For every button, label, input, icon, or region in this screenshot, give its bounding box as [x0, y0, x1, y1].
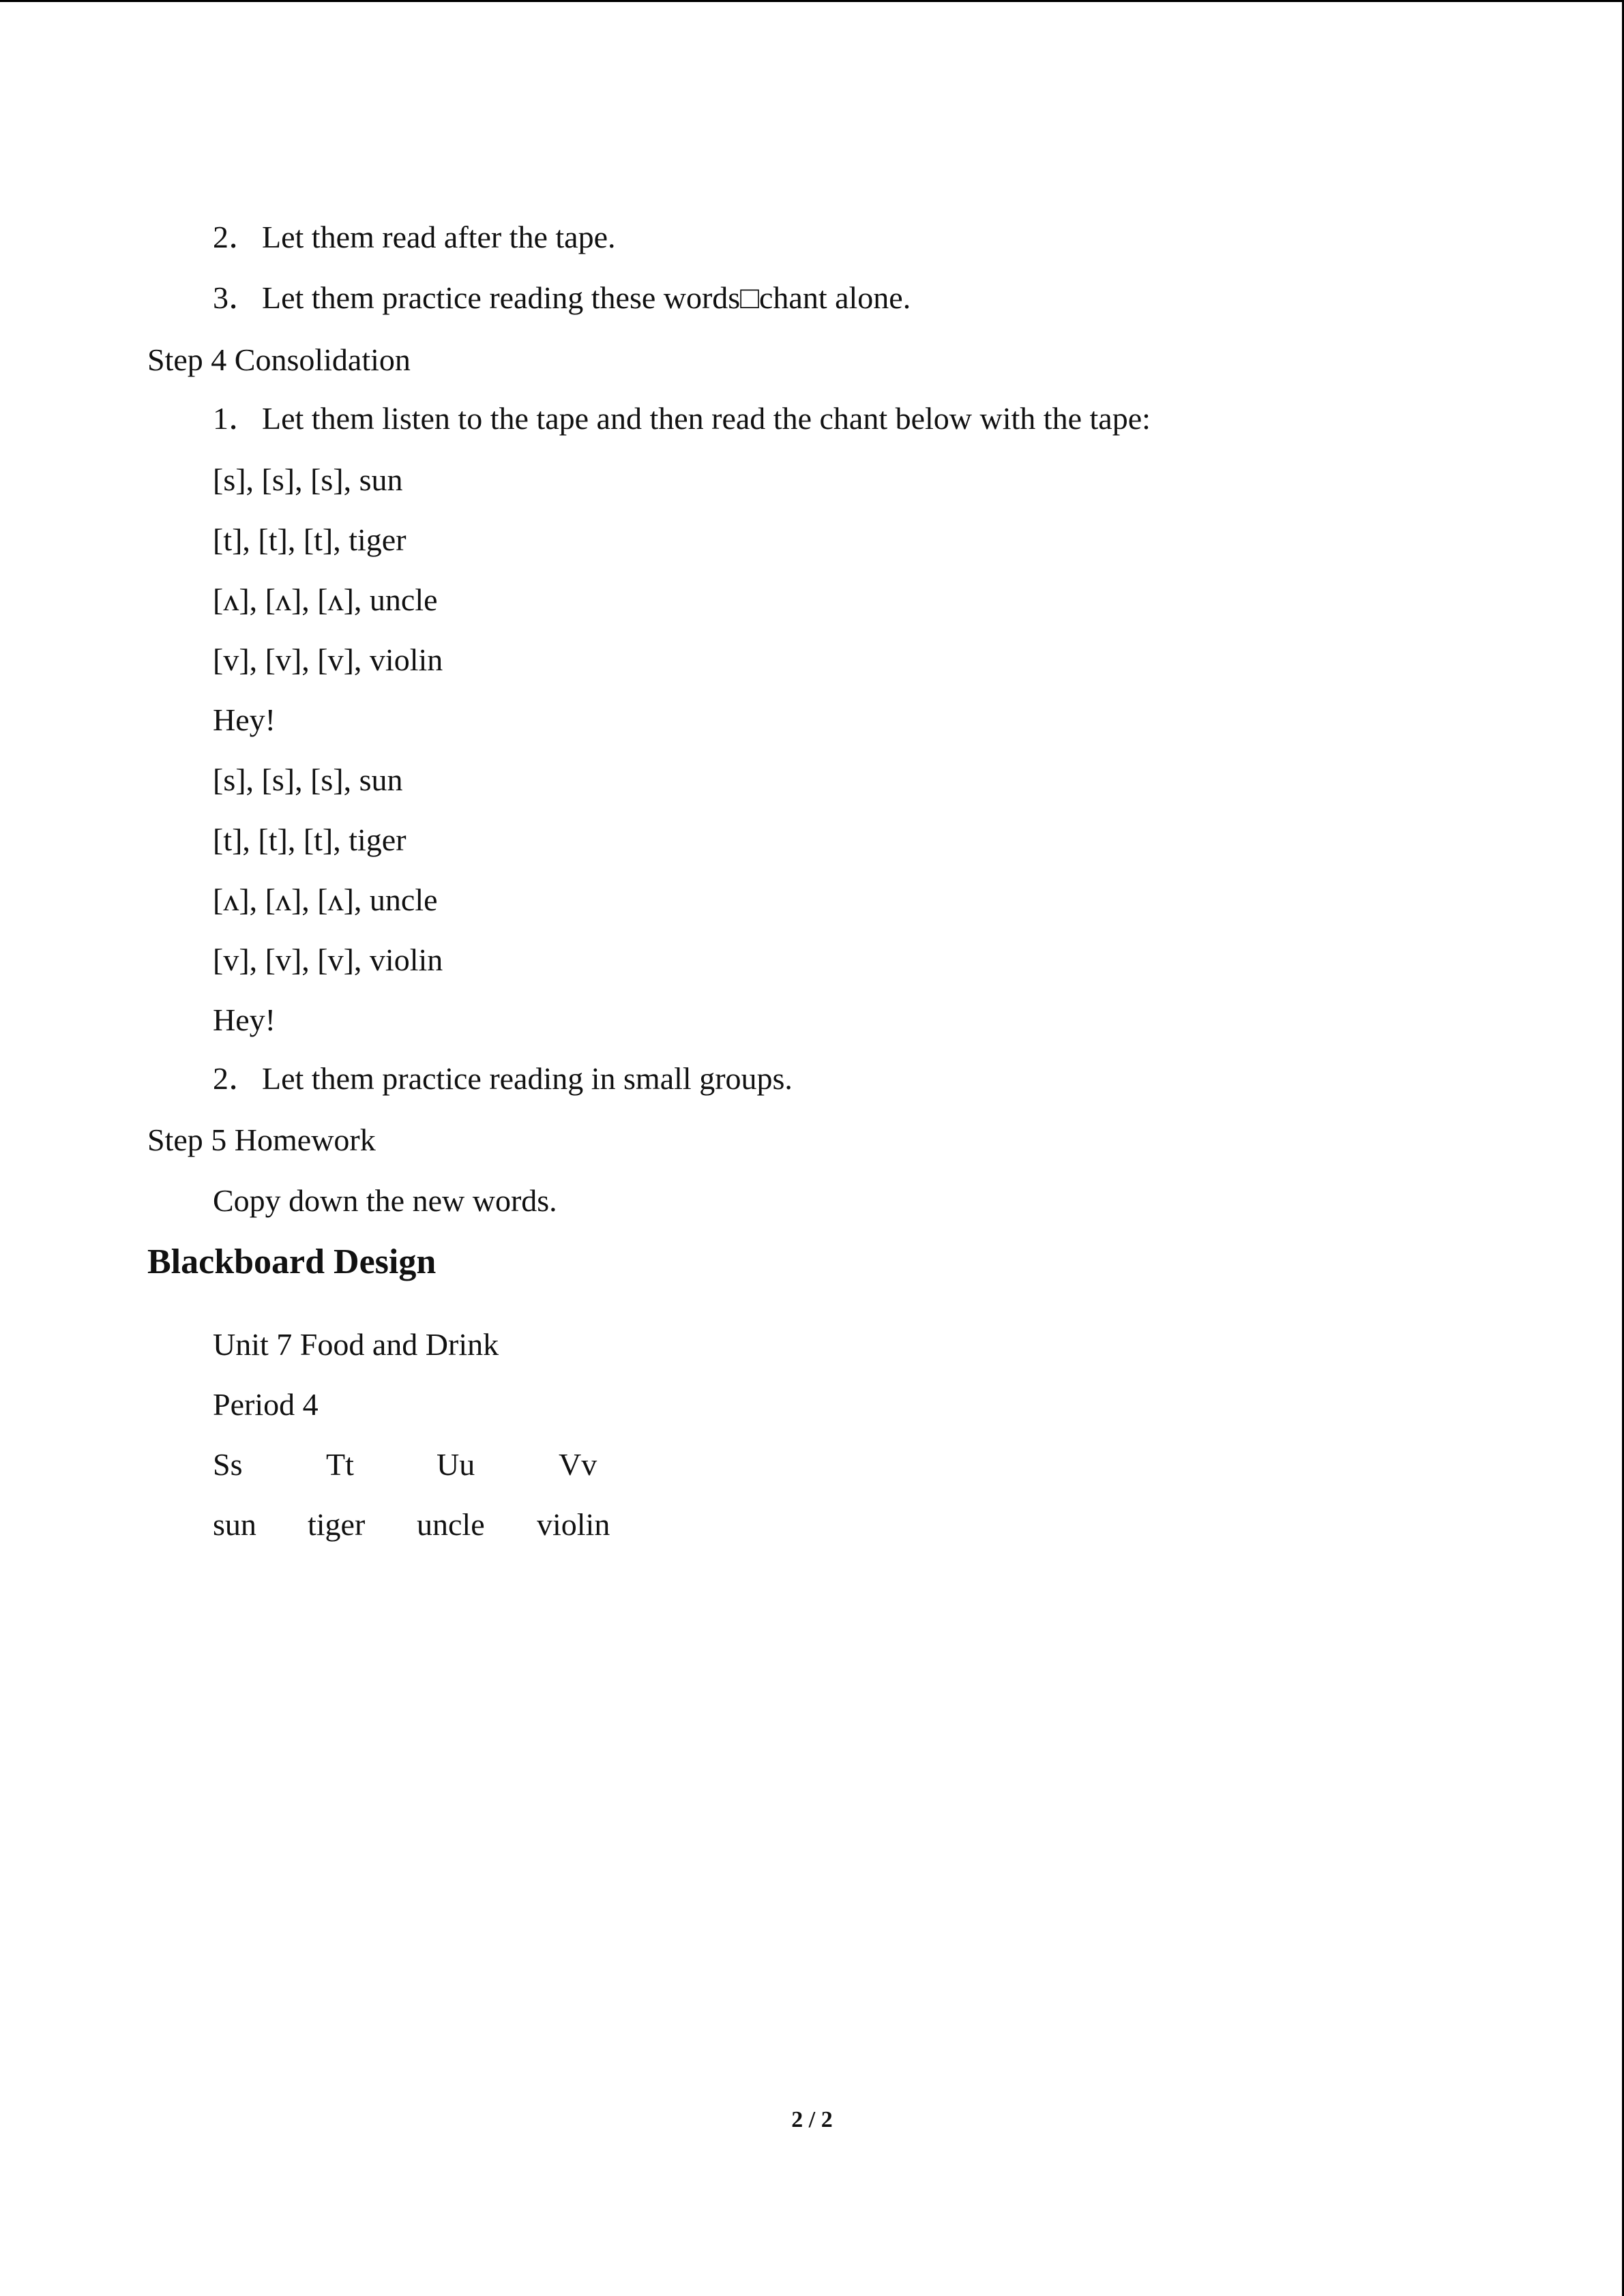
item-text: Let them practice reading in small groups. [262, 1061, 793, 1096]
item-number: 1． [213, 401, 260, 436]
step5-title: Step 5 Homework [147, 1122, 376, 1157]
chant-line: [v], [v], [v], violin [213, 942, 443, 977]
item-number: 2． [213, 1061, 260, 1096]
chant-line: Hey! [213, 702, 276, 737]
blackboard-letter: Uu [437, 1447, 475, 1482]
step3-item-3 [213, 279, 911, 317]
blackboard-period: Period 4 [213, 1387, 319, 1422]
chant-line: [s], [s], [s], sun [213, 762, 403, 797]
chant-line: [t], [t], [t], tiger [213, 522, 407, 557]
blackboard-letter: Vv [559, 1447, 597, 1482]
step4-title: Step 4 Consolidation [147, 342, 411, 377]
blackboard-word: tiger [308, 1507, 366, 1542]
blackboard-letter: Tt [326, 1447, 354, 1482]
chant-line: [v], [v], [v], violin [213, 642, 443, 677]
step4-item-1 [213, 400, 1151, 438]
step3-item-2 [213, 218, 616, 256]
chant-line: [ʌ], [ʌ], [ʌ], uncle [213, 582, 438, 617]
chant-line: [ʌ], [ʌ], [ʌ], uncle [213, 882, 438, 917]
chant-line: [t], [t], [t], tiger [213, 822, 407, 857]
blackboard-word: violin [537, 1507, 610, 1542]
step5-text: Copy down the new words. [213, 1183, 557, 1218]
blackboard-unit: Unit 7 Food and Drink [213, 1327, 499, 1362]
item-text: Let them read after the tape. [262, 220, 616, 254]
step4-item-2 [213, 1060, 793, 1098]
section-heading: Blackboard Design [147, 1242, 437, 1281]
item-text: Let them listen to the tape and then read the chant below with the tape: [262, 401, 1151, 436]
item-text: Let them practice reading these words□chant alone. [262, 280, 911, 315]
chant-line: [s], [s], [s], sun [213, 462, 403, 497]
blackboard-letter: Ss [213, 1447, 243, 1482]
item-number: 3． [213, 280, 260, 315]
page-number: 2 / 2 [791, 2107, 833, 2132]
chant-line: Hey! [213, 1002, 276, 1037]
blackboard-word: uncle [417, 1507, 485, 1542]
blackboard-word: sun [213, 1507, 256, 1542]
item-number: 2． [213, 220, 260, 254]
